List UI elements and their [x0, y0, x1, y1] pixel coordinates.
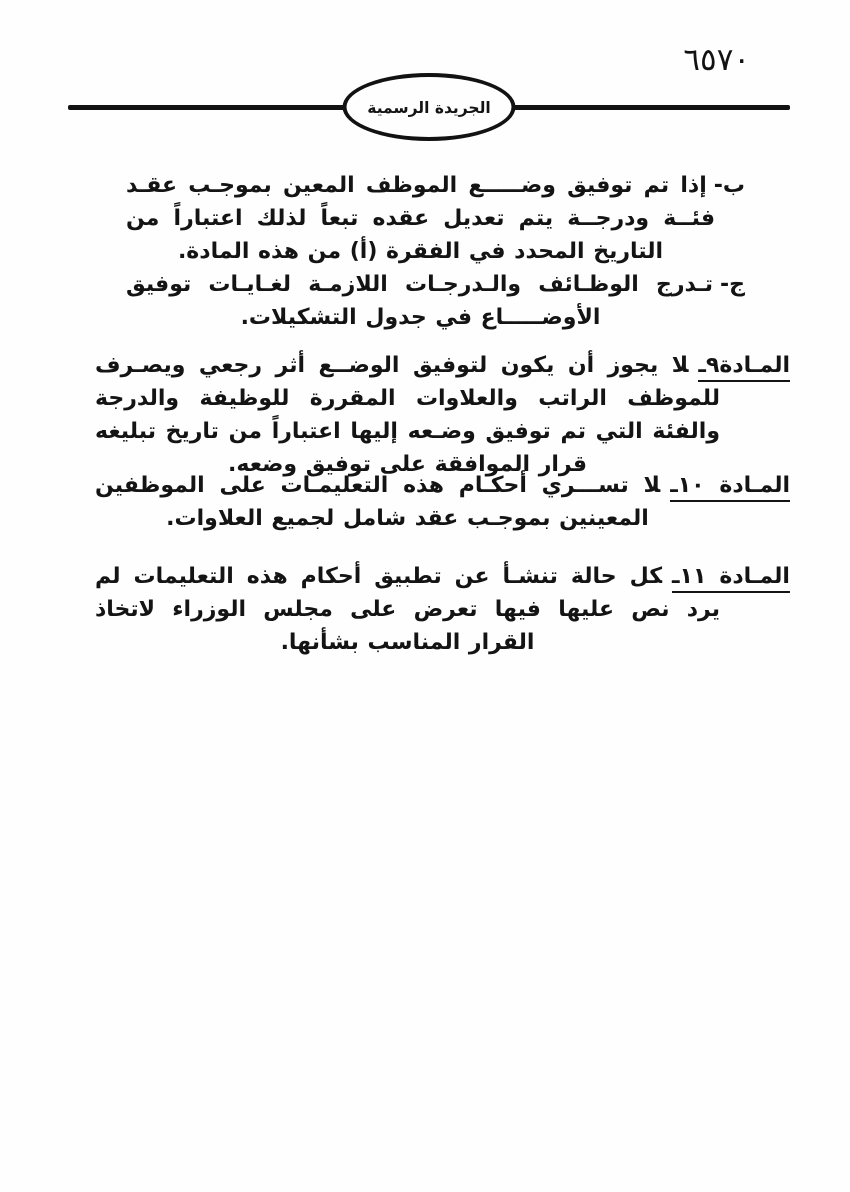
- article-10-label: المـادة ١٠ـ: [670, 473, 790, 502]
- clause-b-text: إذا تم توفيق وضـــــع الموظف المعين بموجـب عقـد فئــة ودرجــة يتم تعديل عقده تبعاً لذلك اعتباراً من التاريخ المحدد في الفقرة (أ) من هذه المادة.: [126, 173, 715, 264]
- gazette-badge: [343, 73, 516, 141]
- article-9-label: المـادة٩ـ: [698, 353, 790, 382]
- clause-b-marker: ب-: [713, 173, 745, 198]
- article-10-text: لا تســـري أحكـام هذه التعليمـات على الموظفين المعينين بموجـب عقد شامل لجميع العلاوات.: [95, 473, 661, 531]
- article-9: [95, 349, 790, 481]
- page-number: ٦٥٧٠: [683, 42, 750, 78]
- clause-j-marker: ج-: [720, 272, 745, 297]
- clause-j-text: تـدرج الوظـائف والـدرجـات اللازمـة لغـايـات توفيق الأوضـــــاع في جدول التشكيلات.: [126, 272, 713, 330]
- header-rule: [68, 71, 790, 137]
- article-11-label: المـادة ١١ـ: [672, 564, 790, 593]
- clause-j: [126, 268, 745, 334]
- article-9-text: لا يجوز أن يكون لتوفيق الوضــع أثر رجعي ويصـرف للموظف الراتب والعلاوات المقررة للوظيفة والدرجة والفئة التي تم توفيق وضـعه إليها اعتباراً من تاريخ تبليغه قرار الموافقة على توفيق وضعه.: [95, 353, 720, 477]
- clause-b: [126, 169, 745, 268]
- article-10: [95, 469, 790, 535]
- article-11-text: كل حالة تنشـأ عن تطبيق أحكام هذه التعليمات لم يرد نص عليها فيها تعرض على مجلس الوزراء لاتخاذ القرار المناسب بشأنها.: [95, 564, 720, 655]
- article-11: [95, 560, 790, 659]
- gazette-badge-label: الجريدة الرسمية: [367, 99, 491, 117]
